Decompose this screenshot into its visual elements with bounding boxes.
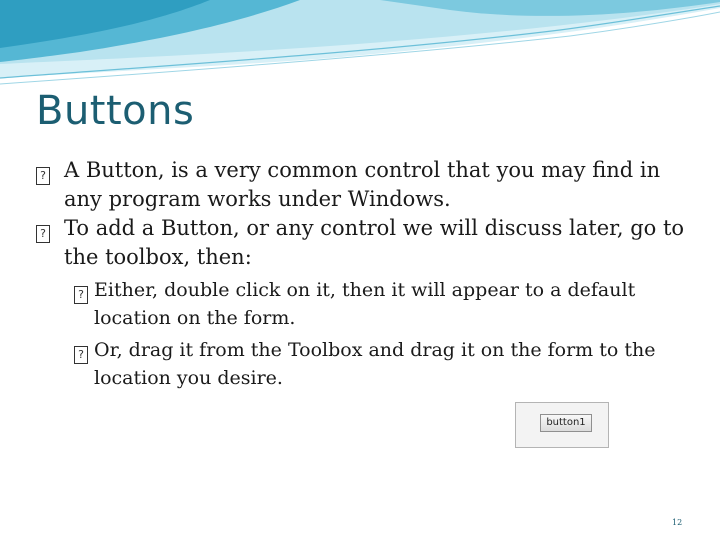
bullet-text: A Button, is a very common control that you may find in any program works under Windows.	[64, 158, 661, 211]
sub-bullet-item	[36, 276, 696, 332]
missing-glyph-icon: ?	[36, 156, 50, 185]
missing-glyph-icon: ?	[74, 276, 88, 304]
bullet-text: Either, double click on it, then it will appear to a default location on the form.	[94, 279, 636, 329]
bullet-item	[36, 214, 696, 272]
sub-bullet-item	[36, 336, 696, 392]
bullet-text: To add a Button, or any control we will discuss later, go to the toolbox, then:	[64, 216, 685, 269]
slide-title: Buttons	[36, 88, 195, 134]
page-number: 12	[672, 518, 683, 527]
header-wave-decoration	[0, 0, 720, 90]
demo-button[interactable]: button1	[540, 414, 592, 432]
missing-glyph-icon: ?	[74, 336, 88, 364]
button-screenshot	[515, 402, 609, 448]
bullet-list	[36, 156, 696, 392]
bullet-text: Or, drag it from the Toolbox and drag it on the form to the location you desire.	[94, 339, 656, 389]
missing-glyph-icon: ?	[36, 214, 50, 243]
bullet-item	[36, 156, 696, 214]
